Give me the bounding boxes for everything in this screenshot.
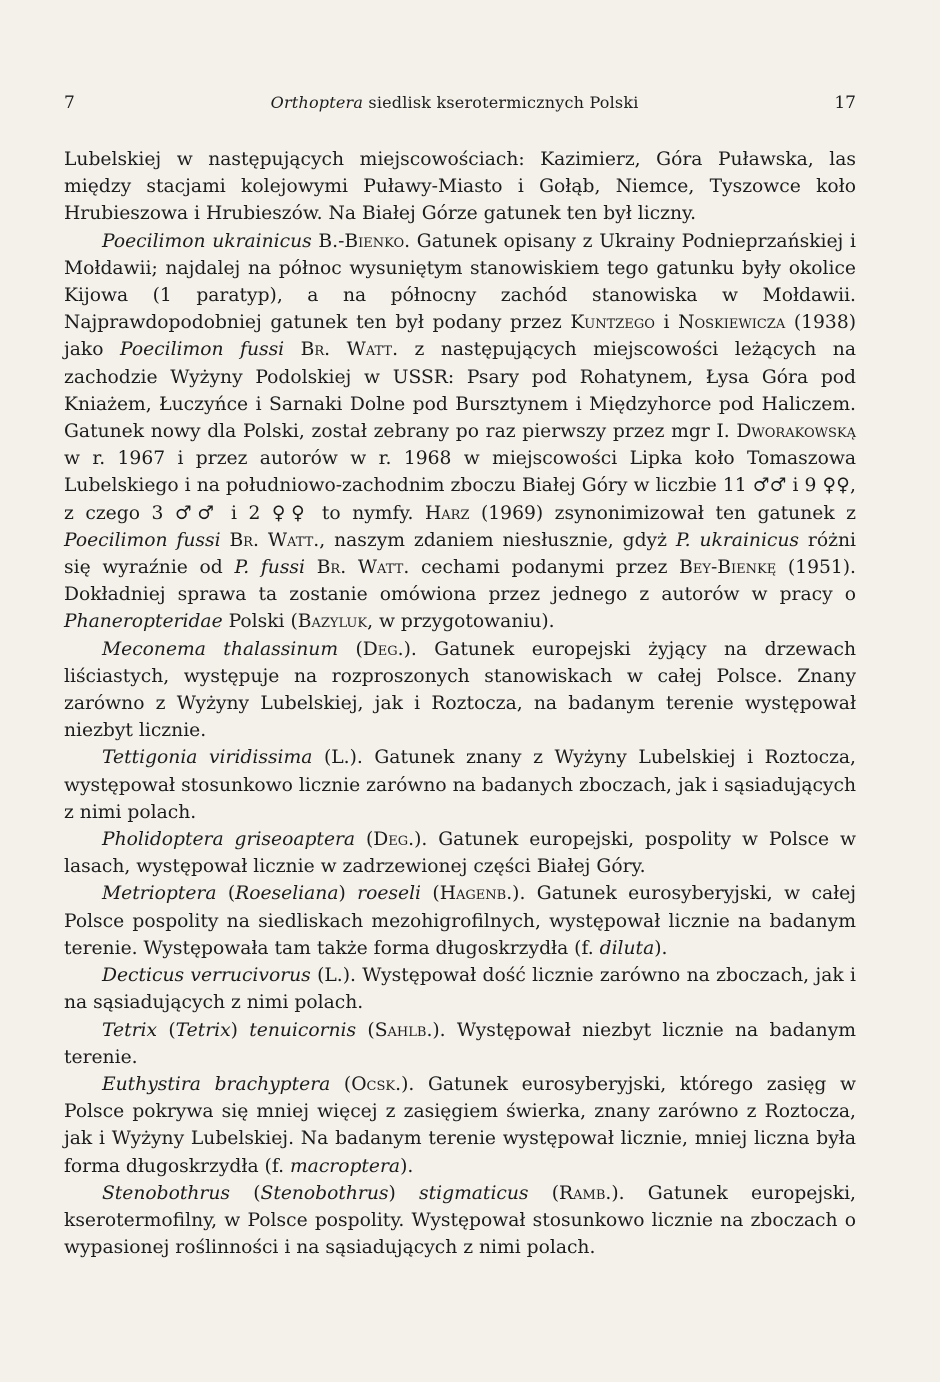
paragraph	[64, 146, 856, 228]
species-name: Stenobothrus	[102, 1182, 230, 1204]
species-name: macroptera	[289, 1155, 401, 1177]
species-name: P. ukrainicus	[675, 529, 800, 551]
text-run: .). Występował dość licznie zarówno na zboczach, jak i na sąsiadujących z nimi polach.	[64, 965, 856, 1014]
author-name: Br. Watt	[300, 339, 393, 361]
text-run	[284, 339, 301, 360]
text-run: .). Gatunek eurosyberyjski, w całej Polsce pospolity na siedliskach mezohigrofilnych, występował licznie na badanym terenie. Występowała tam także forma długoskrzydła (f.	[64, 883, 857, 959]
author-name: Dworakowską	[736, 421, 856, 443]
running-title-italic: Orthoptera	[270, 93, 364, 112]
species-name: roeseli	[357, 883, 422, 905]
species-name: Roeseliana	[235, 883, 339, 905]
author-name: L	[331, 747, 344, 769]
text-run: )	[230, 1019, 250, 1041]
author-name: L	[324, 965, 337, 987]
author-name: Harz	[424, 502, 470, 524]
text-run: (	[216, 883, 236, 905]
author-name: Sahlb	[374, 1019, 427, 1041]
text-run: i	[654, 312, 679, 334]
text-run: .). Gatunek eurosyberyjski, którego zasięg w Polsce pokrywa się mniej więcej z zasięgiem świerka, znany zarówno z Roztocza, jak i Wyżyny Lubelskiej. Na badanym terenie występował licznie, mniej liczna była forma długoskrzydła (f.	[64, 1073, 856, 1177]
text-run: ).	[400, 1155, 414, 1177]
text-run: Lubelskiej w następujących miejscowościach: Kazimierz, Góra Puławska, las między stacjami kolejowymi Puławy-Miasto i Gołąb, Niemce, Tyszowce koło Hrubieszowa i Hrubieszów. Na Białej Górze gatunek ten był liczny.	[64, 149, 856, 225]
species-name: Tetrix	[175, 1019, 231, 1041]
text-run: , w przygotowaniu).	[367, 611, 555, 633]
text-run: . Gatunek opisany z Ukrainy Podnieprzańskiej i Mołdawii; najdalej na północ wysuniętym stanowiskiem tego gatunku były okolice Kijowa (1 paratyp), a na północny zachód stanowiska w Mołdawii. Najprawdopodobniej gatunek ten był podany przez	[64, 230, 856, 334]
species-name: Poecilimon fussi	[64, 529, 221, 551]
author-name: Deg	[362, 638, 398, 660]
text-run: .). Gatunek europejski żyjący na drzewach liściastych, występuje na rozproszonych stanowiskach w całej Polsce. Znany zarówno z Wyżyny Lubelskiej, jak i Roztocza, na badanym terenie występował niezbyt licznie.	[64, 638, 857, 742]
text-run: . z następujących miejscowości leżących na zachodzie Wyżyny Podolskiej w USSR: Psary pod Rohatynem, Łysa Góra pod Kniażem, Łuczyńce i Sarnaki Dolne pod Bursztynem i Międzyhorce pod Haliczem. Gatunek nowy dla Polski, został zebrany po raz pierwszy przez mgr I.	[64, 339, 856, 443]
author-name: Noskiewicza	[678, 312, 786, 334]
text-run: (	[312, 747, 332, 769]
text-run: )	[338, 883, 358, 905]
text-run: ., naszym zdaniem niesłusznie, gdyż	[313, 529, 676, 551]
paragraph	[64, 1180, 856, 1262]
text-run: . cechami podanymi przez	[403, 557, 680, 579]
running-title	[75, 93, 835, 112]
author-name: Br. Watt	[316, 557, 404, 579]
text-run: (	[528, 1182, 560, 1204]
author-name: Deg	[373, 829, 409, 851]
paragraph	[64, 880, 856, 962]
species-name: Euthystira brachyptera	[102, 1073, 331, 1095]
species-name: Pholidoptera griseoaptera	[102, 829, 356, 851]
paragraph	[64, 744, 856, 826]
author-name: Ramb	[559, 1182, 606, 1204]
paragraph	[64, 636, 856, 745]
text-run: )	[388, 1182, 420, 1204]
author-name: Bey-Bienkę	[679, 557, 777, 579]
species-name: P. fussi	[234, 557, 305, 579]
species-name: Poecilimon ukrainicus	[102, 230, 312, 252]
author-name: Ocsk	[351, 1073, 396, 1095]
author-name: Kuntzego	[570, 312, 655, 334]
text-run: w r. 1967 i przez autorów w r. 1968 w miejscowości Lipka koło Tomaszowa Lubelskiego i na południowo-zachodnim zboczu Białej Góry w liczbie 11 ♂♂ i 9 ♀♀, z czego 3 ♂♂ i 2 ♀♀ to nymfy.	[64, 448, 856, 524]
author-name: Br. Watt	[229, 529, 314, 551]
text-run: (	[157, 1019, 176, 1041]
text-run: B.-	[311, 230, 345, 252]
text-run	[305, 557, 317, 578]
paragraph	[64, 962, 856, 1016]
species-name: Meconema thalassinum	[102, 638, 339, 660]
text-run: .). Gatunek znany z Wyżyny Lubelskiej i Roztocza, występował stosunkowo licznie zarówno na badanych zboczach, jak i sąsiadujących z nimi polach.	[64, 747, 856, 823]
species-name: Tetrix	[102, 1019, 158, 1041]
species-name: Stenobothrus	[260, 1182, 389, 1204]
running-title-rest: siedlisk kserotermicznych Polski	[368, 93, 639, 112]
species-name: stigmaticus	[419, 1182, 529, 1204]
text-run: Polski (	[222, 611, 298, 633]
text-run: .). Gatunek europejski, kserotermofilny, w Polsce pospolity. Występował stosunkowo licznie na zboczach o wypasionej roślinności i na sąsiadujących z nimi polach.	[64, 1182, 856, 1259]
body-text	[64, 146, 856, 1261]
text-run: ).	[654, 937, 668, 959]
text-run: (	[338, 638, 363, 660]
species-name: diluta	[599, 937, 655, 959]
species-name: Decticus verrucivorus	[102, 965, 311, 987]
paragraph	[64, 826, 856, 880]
running-head	[64, 93, 856, 119]
paragraph	[64, 228, 856, 636]
species-name: tenuicornis	[249, 1019, 357, 1041]
species-name: Metrioptera	[102, 883, 217, 905]
left-page-number: 7	[64, 93, 75, 113]
author-name: Bienko	[344, 230, 405, 252]
text-run: .). Występował niezbyt licznie na badanym terenie.	[64, 1019, 857, 1068]
author-name: Hagenb	[439, 883, 507, 905]
text-run: różni się wyraźnie od	[64, 529, 856, 579]
paragraph	[64, 1017, 856, 1071]
text-run: (	[356, 1019, 375, 1041]
species-name: Tettigonia viridissima	[102, 747, 313, 769]
right-page-number: 17	[834, 93, 856, 113]
text-run: .). Gatunek europejski, pospolity w Polsce w lasach, występował licznie w zadrzewionej części Białej Góry.	[64, 829, 856, 878]
paragraph	[64, 1071, 856, 1180]
species-name: Poecilimon fussi	[120, 339, 285, 361]
text-run: (	[310, 965, 325, 987]
species-name: Phaneropteridae	[64, 611, 223, 633]
text-run: (	[355, 829, 374, 851]
text-run: (	[330, 1073, 352, 1095]
text-run: (1951). Dokładniej sprawa ta zostanie omówiona przez jednego z autorów w pracy o	[64, 557, 856, 606]
text-run: (1938) jako	[64, 312, 856, 361]
author-name: Bazyluk	[297, 611, 368, 633]
text-run: (	[229, 1182, 261, 1204]
text-run: (	[421, 883, 440, 905]
text-run: (1969) zsynonimizował ten gatunek z	[469, 502, 857, 524]
